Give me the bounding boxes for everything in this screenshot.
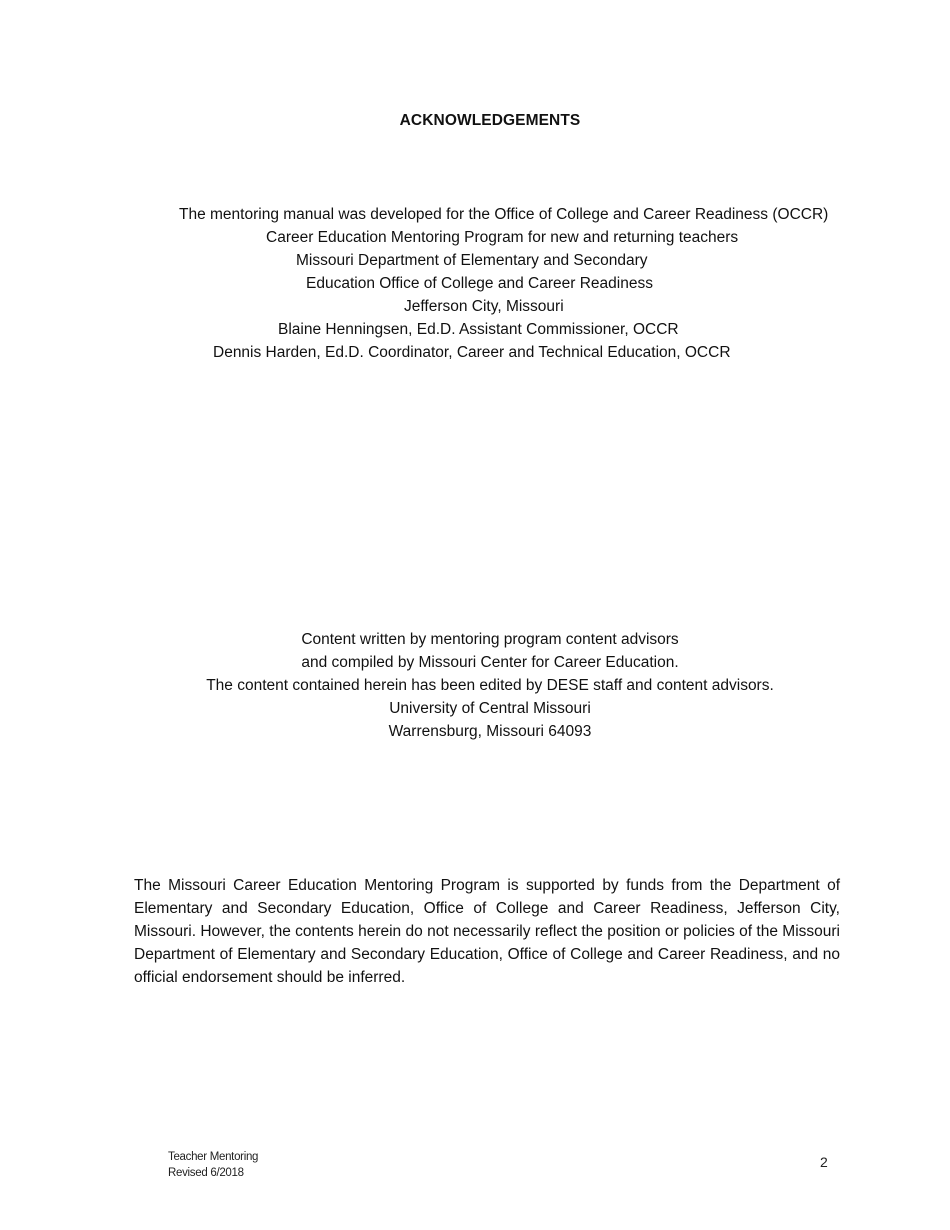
acknowledgement-block <box>0 203 950 364</box>
content-credit-line: Content written by mentoring program content advisors <box>301 631 679 648</box>
content-credit-line: University of Central Missouri <box>389 700 591 717</box>
page-title: ACKNOWLEDGEMENTS <box>399 112 581 129</box>
acknowledgement-line: Jefferson City, Missouri <box>404 298 564 315</box>
acknowledgement-line: Missouri Department of Elementary and Secondary <box>296 252 648 269</box>
content-credit-line: Warrensburg, Missouri 64093 <box>388 723 592 740</box>
disclaimer-paragraph: The Missouri Career Education Mentoring Program is supported by funds from the Department of Elementary and Secondary Education, Office of College and Career Readiness, Jefferson City, Missouri. However, the contents herein do not necessarily reflect the position or policies of the Missouri Department of Elementary and Secondary Education, Office of College and Career Readiness, and no official endorsement should be inferred. <box>134 877 840 986</box>
acknowledgement-line: Education Office of College and Career Readiness <box>306 275 653 292</box>
acknowledgement-line: The mentoring manual was developed for the Office of College and Career Readiness (OCCR) <box>179 206 829 223</box>
content-credits-block <box>0 628 950 743</box>
footer-title: Teacher Mentoring <box>168 1151 259 1163</box>
page-number: 2 <box>820 1154 828 1170</box>
footer-revised-date: Revised 6/2018 <box>168 1167 244 1179</box>
content-credit-line: The content contained herein has been edited by DESE staff and content advisors. <box>206 677 774 694</box>
footer-info <box>168 1149 258 1181</box>
acknowledgement-line: Dennis Harden, Ed.D. Coordinator, Career and Technical Education, OCCR <box>213 344 731 361</box>
acknowledgement-line: Blaine Henningsen, Ed.D. Assistant Commissioner, OCCR <box>278 321 679 338</box>
content-credit-line: and compiled by Missouri Center for Career Education. <box>301 654 679 671</box>
acknowledgement-line: Career Education Mentoring Program for new and returning teachers <box>266 229 739 246</box>
